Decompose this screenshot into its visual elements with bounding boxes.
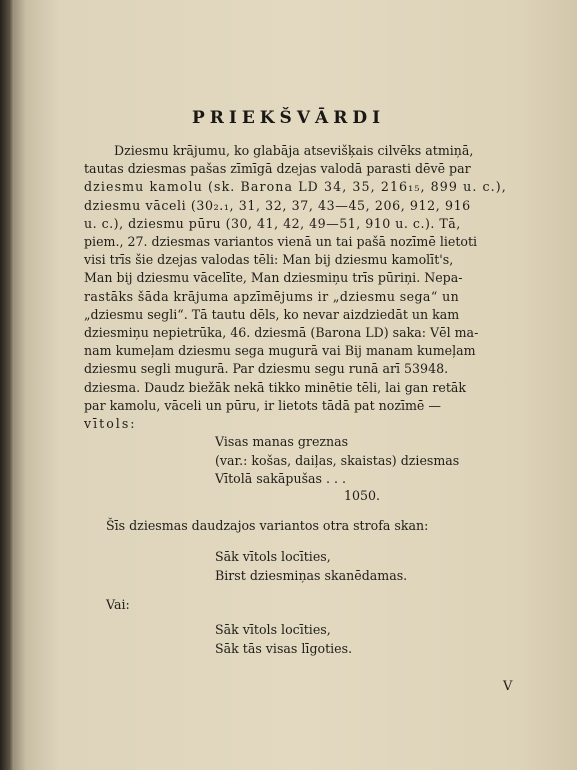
text-line: u. c.), dziesmu pūru (30, 41, 42, 49—51, 910 u. c.). Tā, [84, 215, 461, 231]
text-line: tautas dziesmas pašas zīmīgā dzejas valodā parasti dēvē par [84, 161, 471, 177]
text-line: dziesmiņu nepietrūka, 46. dziesmā (Barona LD) saka: Vēl ma- [84, 325, 479, 341]
text-line: Dziesmu krājumu, ko glabāja atsevišķais cilvēks atmiņā, [114, 143, 474, 158]
verse-line: Sāk vītols locīties, [215, 549, 331, 564]
text-line: dziesmu segli mugurā. Par dziesmu segu runā arī 53948. [84, 361, 449, 377]
paragraph-2: Šīs dziesmas daudzajos variantos otra strofa skan: [106, 518, 429, 533]
verse-line: Birst dziesmiņas skanēdamas. [215, 567, 408, 583]
text-line: dziesmu kamolu (sk. Barona LD 34, 35, 216₁₅, 899 u. c.), [84, 179, 507, 195]
verse-block-2 [215, 548, 407, 585]
text-line: nam kumeļam dziesmu sega mugurā vai Bij manam kumeļam [84, 343, 476, 359]
verse-line: Sāk tās visas līgoties. [215, 640, 353, 656]
page-title: PRIEKŠVĀRDI [191, 108, 386, 128]
verse-line: Vītolā sakāpušas . . . [215, 471, 347, 486]
verse-line: Visas manas greznas [215, 434, 349, 449]
intro-paragraph [84, 142, 516, 433]
text-line: visi trīs šie dzejas valodas tēli: Man bij dziesmu kamolīt's, [84, 252, 454, 268]
text-line: piem., 27. dziesmas variantos vienā un tai pašā nozīmē lietoti [84, 234, 478, 250]
verse-line: Sāk vītols locīties, [215, 622, 331, 637]
text-line: rastāks šāda krājuma apzīmējums ir „dziesmu sega“ un [84, 288, 460, 304]
verse-line: (var.: košas, daiļas, skaistas) dziesmas [215, 452, 460, 468]
verse-block-1 [215, 433, 459, 489]
text-line: „dziesmu segli“. Tā tautu dēls, ko nevar aizdziedāt un kam [84, 306, 460, 322]
text-line: par kamolu, vāceli un pūru, ir lietots tādā pat nozīmē — [84, 397, 441, 413]
page-number: V [503, 679, 513, 694]
paragraph-3: Vai: [106, 597, 130, 612]
song-number: 1050. [344, 488, 381, 503]
text-line: dziesmu vāceli (30₂.₁, 31, 32, 37, 43—45, 206, 912, 916 [84, 197, 471, 213]
text-line: dziesma. Daudz biežāk nekā tikko minētie tēli, lai gan retāk [84, 379, 467, 395]
text-line: Man bij dziesmu vācelīte, Man dziesmiņu trīs pūriņi. Nepa- [84, 270, 463, 286]
text-line: vītols: [84, 416, 137, 432]
verse-block-3 [215, 621, 352, 658]
